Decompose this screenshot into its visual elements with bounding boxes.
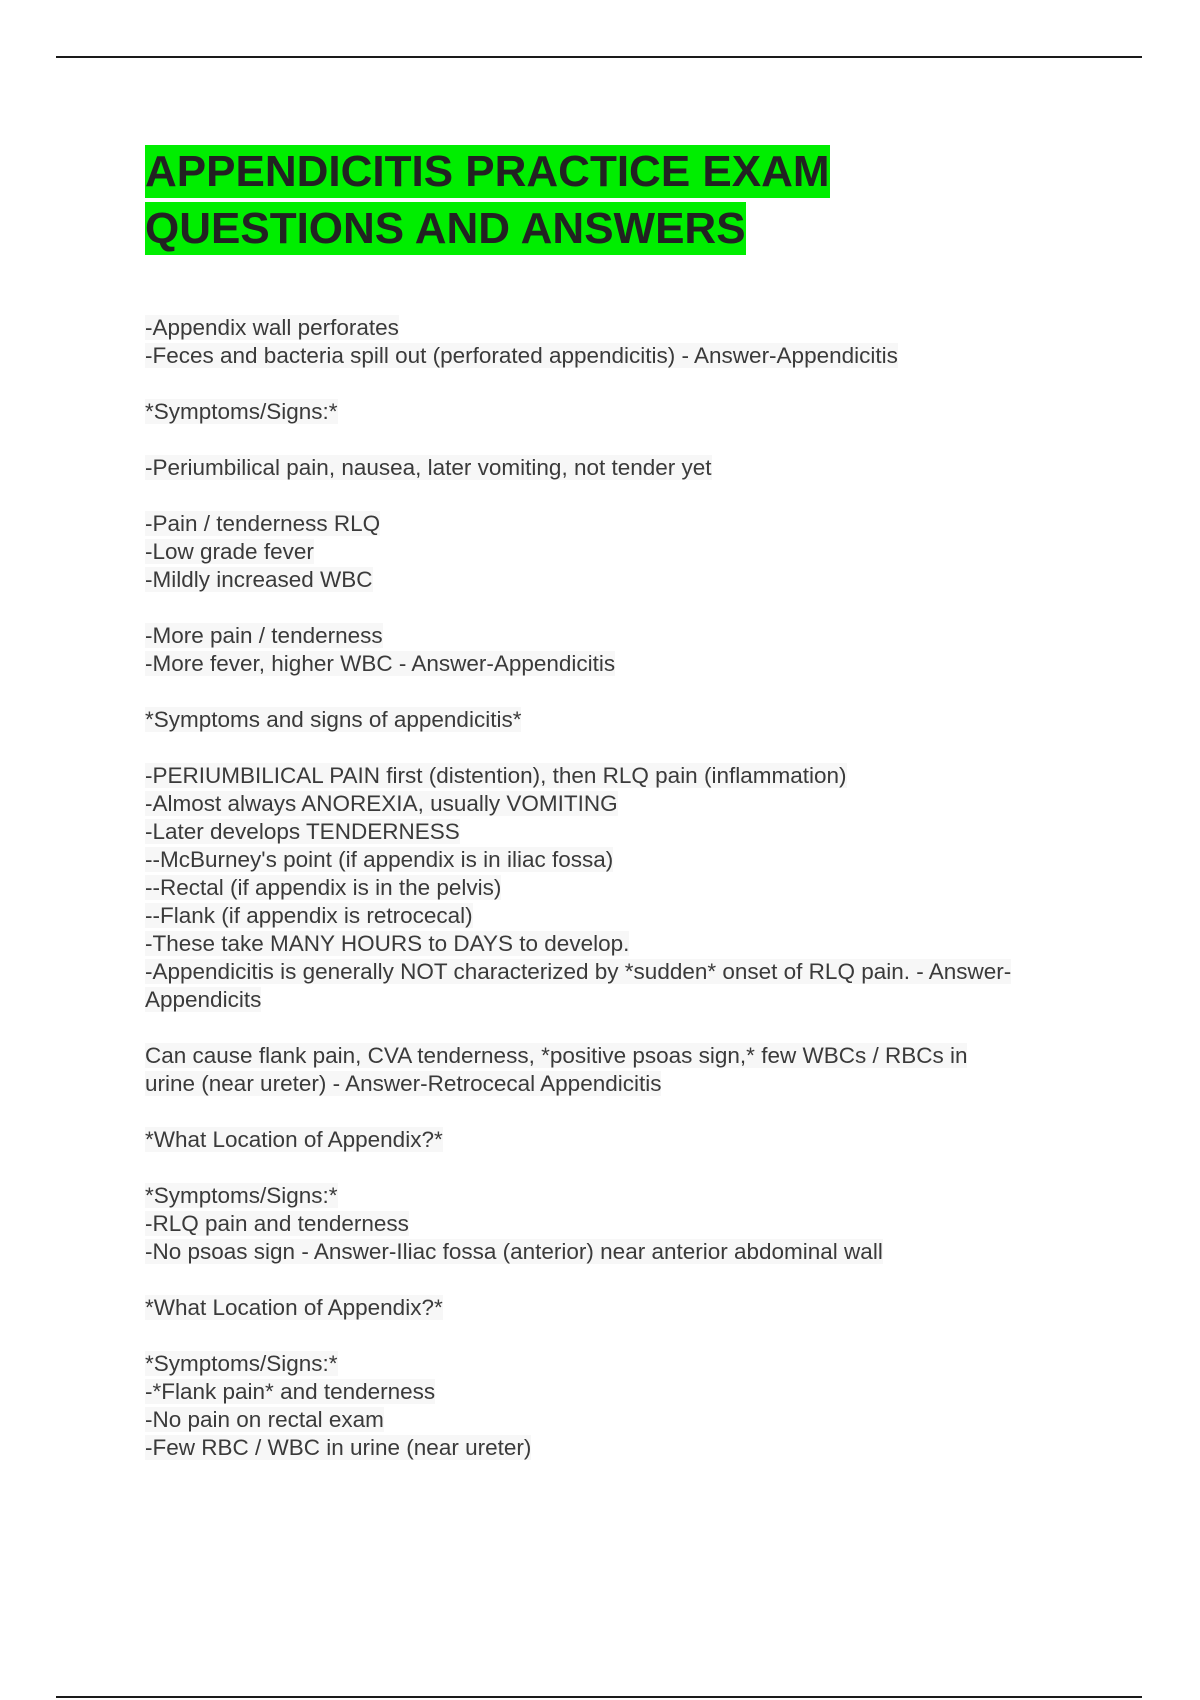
text-line <box>145 818 1105 846</box>
text-line <box>145 846 1105 874</box>
text-line <box>145 1294 1105 1322</box>
text-line <box>145 314 1105 342</box>
line-text: -Mildly increased WBC <box>145 567 373 592</box>
text-line <box>145 1350 1105 1378</box>
qa-paragraph <box>145 398 1105 426</box>
text-line <box>145 342 1105 370</box>
text-line <box>145 958 1105 986</box>
header-rule <box>56 56 1142 58</box>
text-line <box>145 454 1105 482</box>
line-text: -PERIUMBILICAL PAIN first (distention), then RLQ pain (inflammation) <box>145 763 847 788</box>
text-line <box>145 650 1105 678</box>
line-text: *What Location of Appendix?* <box>145 1127 443 1152</box>
line-text: -More fever, higher WBC - Answer-Appendicitis <box>145 651 616 676</box>
qa-paragraph <box>145 622 1105 678</box>
line-text: -*Flank pain* and tenderness <box>145 1379 436 1404</box>
text-line <box>145 1126 1105 1154</box>
text-line <box>145 1042 1105 1070</box>
text-line <box>145 1182 1105 1210</box>
qa-paragraph <box>145 454 1105 482</box>
line-text: -Appendix wall perforates <box>145 315 399 340</box>
line-text: urine (near ureter) - Answer-Retrocecal Appendicitis <box>145 1071 662 1096</box>
text-line <box>145 510 1105 538</box>
text-line <box>145 930 1105 958</box>
text-line <box>145 986 1105 1014</box>
line-text: -Periumbilical pain, nausea, later vomiting, not tender yet <box>145 455 712 480</box>
text-line <box>145 706 1105 734</box>
title-line-1: APPENDICITIS PRACTICE EXAM <box>145 147 830 196</box>
line-text: *Symptoms/Signs:* <box>145 399 338 424</box>
qa-paragraph <box>145 1350 1105 1462</box>
line-text: -More pain / tenderness <box>145 623 383 648</box>
document-title <box>145 143 1105 257</box>
text-line <box>145 1210 1105 1238</box>
line-text: *What Location of Appendix?* <box>145 1295 443 1320</box>
line-text: -Appendicitis is generally NOT characterized by *sudden* onset of RLQ pain. - Answer- <box>145 959 1012 984</box>
text-line <box>145 1406 1105 1434</box>
text-line <box>145 1070 1105 1098</box>
line-text: -These take MANY HOURS to DAYS to develop. <box>145 931 630 956</box>
text-line <box>145 902 1105 930</box>
line-text: *Symptoms/Signs:* <box>145 1183 338 1208</box>
line-text: --Rectal (if appendix is in the pelvis) <box>145 875 502 900</box>
qa-paragraph <box>145 1294 1105 1322</box>
line-text: -No psoas sign - Answer-Iliac fossa (anterior) near anterior abdominal wall <box>145 1239 883 1264</box>
qa-paragraph <box>145 314 1105 370</box>
line-text: -Later develops TENDERNESS <box>145 819 460 844</box>
line-text: -No pain on rectal exam <box>145 1407 384 1432</box>
line-text: -Feces and bacteria spill out (perforated appendicitis) - Answer-Appendicitis <box>145 343 898 368</box>
qa-paragraph <box>145 510 1105 594</box>
line-text: -RLQ pain and tenderness <box>145 1211 409 1236</box>
line-text: -Almost always ANOREXIA, usually VOMITING <box>145 791 618 816</box>
line-text: *Symptoms/Signs:* <box>145 1351 338 1376</box>
qa-paragraph <box>145 1126 1105 1154</box>
line-text: *Symptoms and signs of appendicitis* <box>145 707 522 732</box>
line-text: Can cause flank pain, CVA tenderness, *positive psoas sign,* few WBCs / RBCs in <box>145 1043 968 1068</box>
text-line <box>145 1434 1105 1462</box>
line-text: --McBurney's point (if appendix is in iliac fossa) <box>145 847 614 872</box>
qa-paragraph <box>145 1042 1105 1098</box>
text-line <box>145 762 1105 790</box>
line-text: -Low grade fever <box>145 539 314 564</box>
text-line <box>145 874 1105 902</box>
text-line <box>145 1238 1105 1266</box>
text-line <box>145 790 1105 818</box>
text-line <box>145 538 1105 566</box>
qa-paragraph <box>145 706 1105 734</box>
text-line <box>145 1378 1105 1406</box>
qa-paragraph <box>145 1182 1105 1266</box>
text-line <box>145 398 1105 426</box>
footer-rule <box>56 1696 1142 1698</box>
line-text: -Pain / tenderness RLQ <box>145 511 381 536</box>
qa-paragraph <box>145 762 1105 1014</box>
document-body <box>145 143 1105 1490</box>
line-text: Appendicits <box>145 987 262 1012</box>
line-text: -Few RBC / WBC in urine (near ureter) <box>145 1435 532 1460</box>
qa-blocks <box>145 314 1105 1462</box>
title-line-2: QUESTIONS AND ANSWERS <box>145 204 746 253</box>
text-line <box>145 566 1105 594</box>
line-text: --Flank (if appendix is retrocecal) <box>145 903 473 928</box>
text-line <box>145 622 1105 650</box>
